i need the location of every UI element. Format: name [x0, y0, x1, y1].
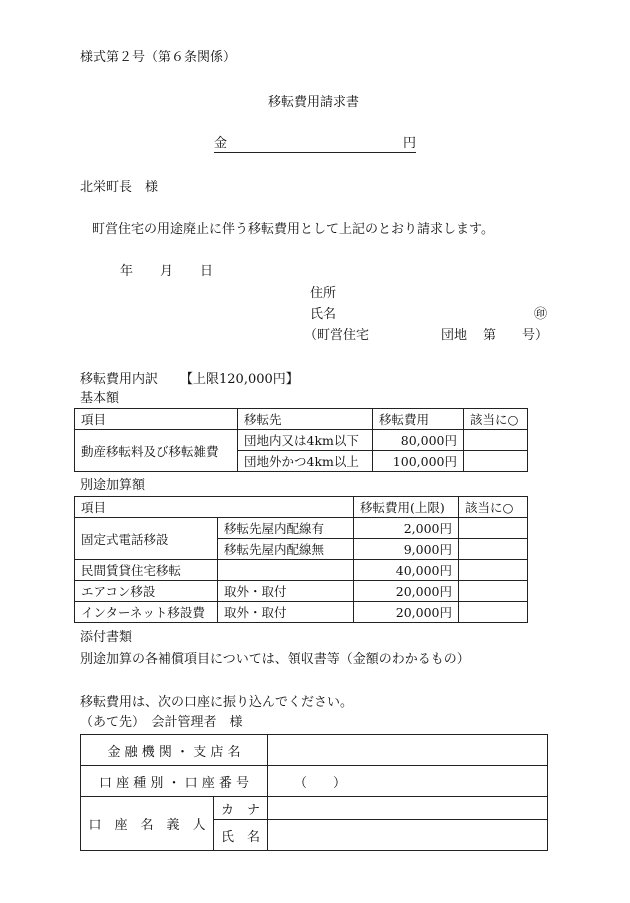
- check-cell[interactable]: [459, 602, 528, 623]
- table-row: [81, 797, 548, 820]
- header-cost: 移転費用: [373, 409, 464, 430]
- header-item: 項目: [75, 409, 238, 430]
- table-header-row: [75, 497, 528, 518]
- table-header-row: [75, 409, 528, 430]
- basic-destination: 団地外かつ4km以上: [238, 451, 373, 472]
- check-cell[interactable]: [459, 518, 528, 539]
- amount-line: [214, 136, 416, 153]
- check-cell[interactable]: [459, 581, 528, 602]
- aircon-cost: 20,000円: [354, 581, 459, 602]
- account-type-label: 口 座 種 別 ・ 口 座 番 号: [81, 766, 268, 797]
- internet-sub: 取外・取付: [218, 602, 354, 623]
- holder-name-label: 氏 名: [214, 820, 268, 851]
- header-destination: 移転先: [238, 409, 373, 430]
- account-type-paren: （ ）: [294, 775, 347, 791]
- attachments-text: 別途加算の各補償項目については、領収書等（金額のわかるもの）: [80, 652, 470, 667]
- form-number: 様式第２号（第６条関係）: [80, 50, 237, 65]
- header-check: 該当に○: [459, 497, 528, 518]
- breakdown-label: 移転費用内訳: [80, 372, 159, 387]
- basic-amount-table: [74, 408, 528, 472]
- attachments-heading: 添付書類: [80, 630, 133, 645]
- basic-cost: 100,000円: [373, 451, 464, 472]
- rental-cost: 40,000円: [354, 560, 459, 581]
- seal-mark: ㊞: [534, 307, 548, 322]
- name-label: 氏名: [310, 307, 337, 322]
- basic-cost: 80,000円: [373, 430, 464, 451]
- account-type-field[interactable]: [268, 766, 548, 797]
- amount-suffix: 円: [402, 136, 416, 151]
- addressee: 北栄町長 様: [80, 180, 159, 195]
- housing-go: 号）: [522, 328, 549, 343]
- check-cell[interactable]: [464, 430, 528, 451]
- table-row: [75, 430, 528, 451]
- table-row: [75, 581, 528, 602]
- phone-item: 固定式電話移設: [75, 518, 218, 560]
- housing-open: （町営住宅: [304, 328, 370, 343]
- statement: 町営住宅の用途廃止に伴う移転費用として上記のとおり請求します。: [92, 222, 494, 237]
- holder-name-field[interactable]: [268, 820, 548, 851]
- aircon-sub: 取外・取付: [218, 581, 354, 602]
- additional-amount-table: [74, 496, 528, 623]
- amount-prefix: 金: [214, 136, 228, 151]
- additional-heading: 別途加算額: [80, 478, 146, 493]
- phone-cost: 9,000円: [354, 539, 459, 560]
- phone-sub: 移転先屋内配線有: [218, 518, 354, 539]
- table-row: [75, 560, 528, 581]
- basic-item: 動産移転料及び移転雑費: [75, 430, 238, 472]
- housing-danchi: 団地: [441, 328, 468, 343]
- kana-label: カ ナ: [214, 797, 268, 820]
- date-year: 年: [120, 264, 134, 279]
- bank-account-table: [80, 734, 548, 851]
- check-cell[interactable]: [464, 451, 528, 472]
- kana-field[interactable]: [268, 797, 548, 820]
- basic-heading: 基本額: [80, 391, 120, 406]
- header-check: 該当に○: [464, 409, 528, 430]
- check-cell[interactable]: [459, 560, 528, 581]
- table-row: [81, 766, 548, 797]
- transfer-recipient: （あて先） 会計管理者 様: [80, 715, 243, 730]
- date-day: 日: [200, 264, 214, 279]
- internet-item: インターネット移設費: [75, 602, 218, 623]
- aircon-item: エアコン移設: [75, 581, 218, 602]
- table-row: [75, 602, 528, 623]
- bank-branch-field[interactable]: [268, 735, 548, 766]
- bank-branch-label: 金 融 機 関 ・ 支 店 名: [81, 735, 268, 766]
- basic-destination: 団地内又は4km以下: [238, 430, 373, 451]
- internet-cost: 20,000円: [354, 602, 459, 623]
- page-title: 移転費用請求書: [268, 95, 360, 110]
- rental-sub: [218, 560, 354, 581]
- check-cell[interactable]: [459, 539, 528, 560]
- table-row: [75, 518, 528, 539]
- housing-dai: 第: [483, 328, 497, 343]
- phone-cost: 2,000円: [354, 518, 459, 539]
- breakdown-limit: 【上限120,000円】: [180, 372, 299, 387]
- address-label: 住所: [310, 286, 337, 301]
- header-cost-limit: 移転費用(上限): [354, 497, 459, 518]
- rental-item: 民間賃貸住宅移転: [75, 560, 218, 581]
- table-row: [81, 735, 548, 766]
- date-month: 月: [160, 264, 174, 279]
- phone-sub: 移転先屋内配線無: [218, 539, 354, 560]
- holder-label: 口 座 名 義 人: [81, 797, 214, 851]
- header-item: 項目: [75, 497, 354, 518]
- transfer-request: 移転費用は、次の口座に振り込んでください。: [80, 695, 354, 710]
